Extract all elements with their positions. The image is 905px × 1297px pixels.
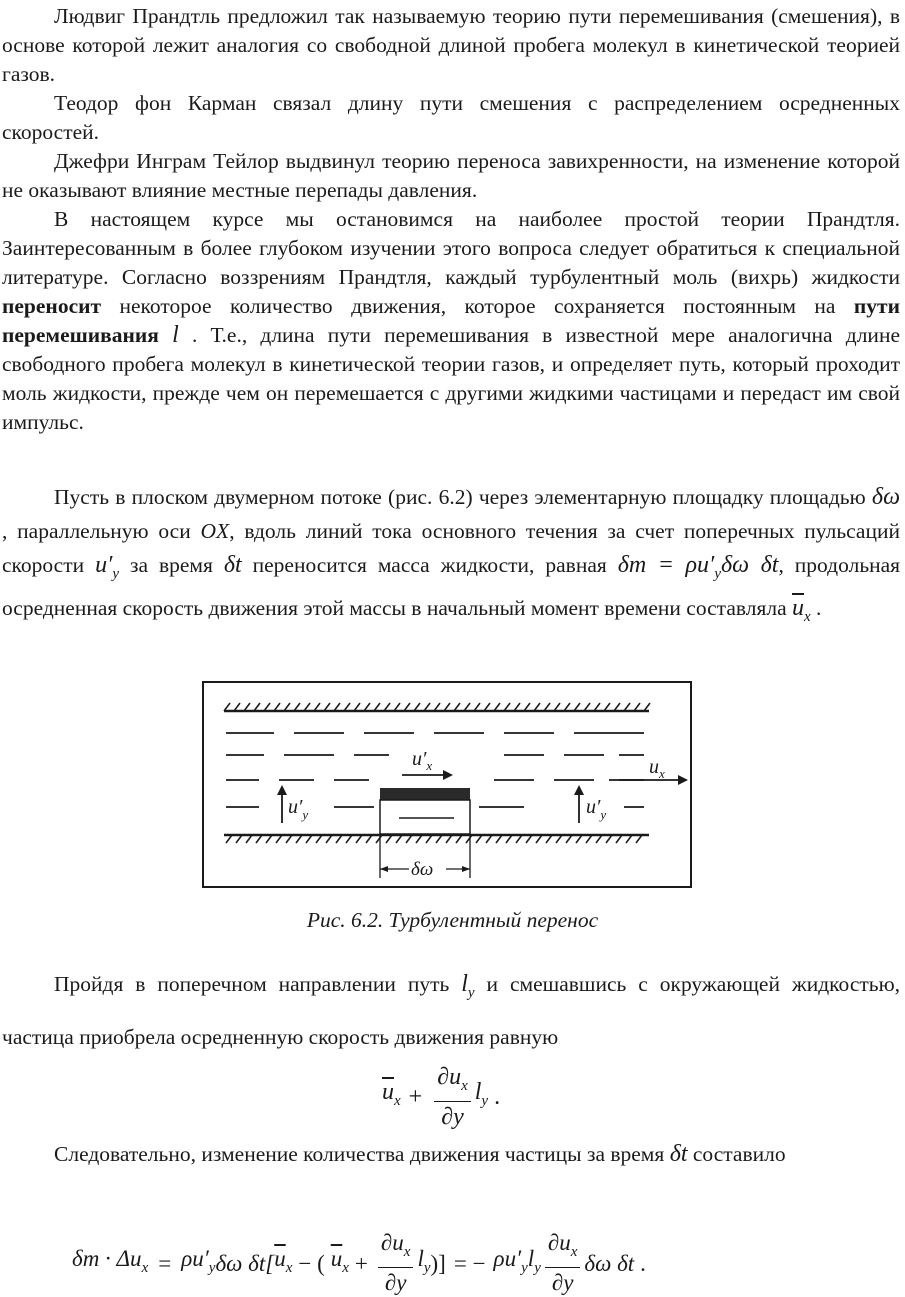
fraction-numerator: $\partial u_x$ (545, 1230, 581, 1268)
label-ux-prime: $u'_x$ (412, 748, 433, 773)
text-run: В настоящем курсе мы остановимся на наиболее простой теории Прандтля. Заинтересованным в более глубоком изучении этого вопроса следует обратиться к специальной литературе. Согласно воззрениям Прандтля, каждый турбулентный моль (вихрь) жидкости (2, 207, 900, 289)
formula-u-bar-x: $\overline{u}_x$ (382, 1079, 401, 1109)
label-ux: $u_x$ (649, 756, 665, 781)
figure-turbulent-transfer (202, 681, 692, 888)
text-run: Пройдя в поперечном направлении путь (54, 972, 450, 996)
ux-prime-arrow-head (443, 770, 453, 780)
formula-tail: δω δt (584, 1250, 635, 1276)
formula-momentum-change (72, 1230, 646, 1296)
text-run: составило (692, 1142, 786, 1166)
text-run: . Т.е., длина пути перемешивания в известной мере аналогична длине свободного пробега молекул в кинетической теории газов, и определяет путь, который проходит моль жидкости, прежде чем он перемешается с другими жидкими частицами и передаст им свой импульс. (2, 323, 900, 434)
formula-minus: − ( (298, 1250, 325, 1276)
paragraph-text: Людвиг Прандтль предложил так называемую теорию пути перемешивания (смешения), в основе которой лежит аналогия со свободной длиной пробега молекул в кинетической теорией газов. (2, 4, 900, 86)
text-run: переносится масса жидкости, равная (252, 553, 607, 577)
formula-l-y: $l_y$ (417, 1245, 431, 1276)
formula-period: . (494, 1083, 501, 1110)
paragraph-momentum-change (2, 1138, 900, 1170)
text-run: Следовательно, изменение количества движения частицы за время (54, 1142, 665, 1166)
symbol-u-prime-y: $u'_y$ (95, 552, 120, 582)
formula-plus: + (354, 1250, 368, 1276)
fraction-denominator: ∂y (384, 1270, 407, 1295)
formula-period: . (640, 1250, 646, 1276)
formula-lhs: $\delta m \cdot \Delta u_x$ (72, 1245, 149, 1276)
symbol-l-y: $l_y$ (461, 971, 475, 1001)
formula-equals-minus: = − (453, 1250, 486, 1276)
fluid-element-block (380, 788, 470, 800)
paragraph-taylor (2, 147, 900, 205)
formula-averaged-velocity (382, 1064, 500, 1130)
formula-derivative-fraction-2 (545, 1230, 581, 1296)
text-run: , вдоль линий тока основного течения за счет поперечных пульсаций скорости (2, 519, 900, 577)
symbol-delta-t: δt (669, 1141, 688, 1167)
paragraph-course-theory (2, 205, 900, 437)
elementary-area-box (380, 800, 470, 834)
formula-u-bar-x-2: $\overline{u}_x$ (330, 1245, 349, 1276)
uy-left-arrow-head (277, 785, 287, 795)
paragraph-prandtl (2, 2, 900, 89)
label-uy-right: $u'_y$ (586, 796, 607, 822)
text-run: . (816, 596, 822, 620)
fraction-denominator: ∂y (441, 1104, 464, 1130)
text-run: Пусть в плоском двумерном потоке (рис. 6.2) через элементарную площадку площадью (54, 485, 866, 509)
symbol-delta-t: δt (223, 552, 242, 578)
label-delta-omega: δω (411, 859, 434, 880)
formula-l-y: $l_y$ (474, 1079, 489, 1109)
axis-ox: OX (200, 519, 230, 543)
text-run: за время (129, 553, 213, 577)
label-uy-left: $u'_y$ (288, 796, 309, 822)
symbol-u-bar-x: $\overline{u}_x$ (792, 595, 811, 625)
formula-close-bracket: )] (430, 1250, 446, 1276)
bold-term-transfers: переносит (2, 294, 102, 318)
formula-derivative-fraction (434, 1064, 471, 1130)
formula-mid: δω δt[ (215, 1250, 275, 1276)
figure-diagram (204, 683, 690, 886)
fraction-denominator: ∂y (551, 1270, 574, 1295)
figure-caption: Рис. 6.2. Турбулентный перенос (306, 908, 599, 932)
formula-delta-m: $\delta m = \rho u'_y\delta\omega$ δt (617, 552, 779, 582)
text-run: и смешавшись с окружающей жидкостью, частица приобрела осредненную скорость движения равную (2, 972, 901, 1049)
paragraph-text: Теодор фон Карман связал длину пути смешения с распределением осредненных скоростей. (2, 91, 900, 144)
symbol-l: l (172, 322, 179, 348)
paragraph-text (2, 480, 900, 634)
paragraph-text: Джефри Инграм Тейлор выдвинул теорию переноса завихренности, на изменение которой не оказывают влияние местные перепады давления. (2, 149, 900, 202)
paragraph-karman (2, 89, 900, 147)
dim-arrow-right (462, 866, 470, 872)
paragraph-text (2, 1138, 900, 1170)
bold-term-mixing-path: пути перемешивания (2, 294, 900, 347)
flow-arrow-head (678, 775, 688, 785)
dim-arrow-left (380, 866, 388, 872)
formula-derivative-fraction-1 (378, 1230, 414, 1296)
text-run: некоторое количество движения, которое сохраняется постоянным на (101, 294, 854, 318)
formula-rho-u-y-2: $\rho u'_y$ (493, 1245, 528, 1276)
paragraph-flow-setup (2, 480, 900, 634)
text-run: , параллельную оси (2, 519, 191, 543)
symbol-delta-omega: δω (871, 484, 901, 510)
paragraph-text (2, 962, 900, 1059)
text-run: , продольная осредненная скорость движения этой массы в начальный момент времени составляла (2, 553, 901, 620)
formula-rho-u-y: $\rho u'_y$ (181, 1245, 216, 1276)
paragraph-mixing-path (2, 962, 900, 1059)
formula-u-bar-x-1: $\overline{u}_x$ (274, 1245, 293, 1276)
formula-equals: = (158, 1250, 172, 1276)
fraction-numerator: $\partial u_x$ (434, 1064, 471, 1102)
formula-l-y-2: $l_y$ (527, 1245, 541, 1276)
fraction-numerator: $\partial u_x$ (378, 1230, 414, 1268)
formula-plus: + (408, 1083, 423, 1110)
paragraph-text (2, 205, 900, 437)
uy-right-arrow-head (574, 785, 584, 795)
